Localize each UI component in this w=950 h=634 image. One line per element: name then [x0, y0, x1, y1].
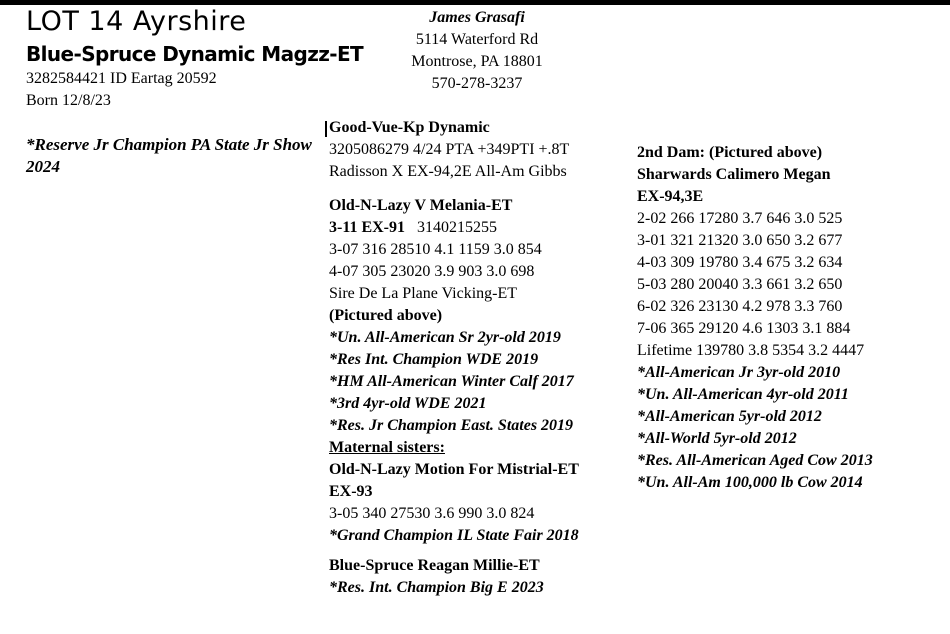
- second-dam-record: 3-01 321 21320 3.0 650 3.2 677: [637, 232, 843, 249]
- second-dam-column: [637, 142, 873, 494]
- dam-record: 3-07 316 28510 4.1 1159 3.0 854: [329, 241, 542, 258]
- dam-award: *3rd 4yr-old WDE 2021: [329, 395, 487, 412]
- dam-award: *Res Int. Champion WDE 2019: [329, 351, 539, 368]
- pedigree-column: [329, 117, 579, 599]
- consignor-name: James Grasafi: [429, 9, 525, 26]
- second-dam-name: Sharwards Calimero Megan: [637, 166, 831, 183]
- second-dam-record: 7-06 365 29120 4.6 1303 3.1 884: [637, 320, 851, 337]
- dam-award: *Un. All-American Sr 2yr-old 2019: [329, 329, 561, 346]
- second-dam-lifetime: Lifetime 139780 3.8 5354 3.2 4447: [637, 342, 865, 359]
- pedigree-divider: [325, 121, 327, 137]
- dam-reg: 3140215255: [417, 219, 497, 236]
- dam-class-line: [329, 217, 579, 239]
- dam-pictured: (Pictured above): [329, 307, 443, 324]
- sire-pedigree: Radisson X EX-94,2E All-Am Gibbs: [329, 163, 567, 180]
- lot-title: LOT 14 Ayrshire: [26, 6, 247, 37]
- second-dam-award: *All-World 5yr-old 2012: [637, 430, 797, 447]
- sister2-award: *Res. Int. Champion Big E 2023: [329, 579, 544, 596]
- second-dam-award: *Un. All-Am 100,000 lb Cow 2014: [637, 474, 863, 491]
- second-dam-record: 4-03 309 19780 3.4 675 3.2 634: [637, 254, 843, 271]
- sister1-class: EX-93: [329, 483, 373, 500]
- second-dam-award: *All-American Jr 3yr-old 2010: [637, 364, 841, 381]
- dam-name: Old-N-Lazy V Melania-ET: [329, 197, 513, 214]
- sister2-name: Blue-Spruce Reagan Millie-ET: [329, 557, 540, 574]
- second-dam-heading: 2nd Dam: (Pictured above): [637, 144, 823, 161]
- birth-date: Born 12/8/23: [26, 92, 111, 109]
- dam-record: 4-07 305 23020 3.9 903 3.0 698: [329, 263, 535, 280]
- consignor-phone: 570-278-3237: [431, 75, 523, 92]
- consignor-block: [402, 7, 552, 95]
- second-dam-class: EX-94,3E: [637, 188, 704, 205]
- dam-award: *Res. Jr Champion East. States 2019: [329, 417, 574, 434]
- consignor-city: Montrose, PA 18801: [411, 53, 543, 70]
- dam-award: *HM All-American Winter Calf 2017: [329, 373, 574, 390]
- sire-info: 3205086279 4/24 PTA +349PTI +.8T: [329, 141, 570, 158]
- second-dam-record: 6-02 326 23130 4.2 978 3.3 760: [637, 298, 843, 315]
- sire-name: Good-Vue-Kp Dynamic: [329, 119, 490, 136]
- animal-name: Blue-Spruce Dynamic Magzz-ET: [26, 42, 364, 66]
- lot-award: *Reserve Jr Champion PA State Jr Show 2024: [26, 135, 312, 176]
- sister1-record: 3-05 340 27530 3.6 990 3.0 824: [329, 505, 535, 522]
- second-dam-record: 2-02 266 17280 3.7 646 3.0 525: [637, 210, 843, 227]
- dam-class: 3-11 EX-91: [329, 219, 405, 236]
- maternal-sisters-heading: Maternal sisters:: [329, 439, 445, 456]
- second-dam-award: *Res. All-American Aged Cow 2013: [637, 452, 873, 469]
- dam-sire: Sire De La Plane Vicking-ET: [329, 285, 518, 302]
- sister1-award: *Grand Champion IL State Fair 2018: [329, 527, 579, 544]
- second-dam-award: *All-American 5yr-old 2012: [637, 408, 822, 425]
- sister1-name: Old-N-Lazy Motion For Mistrial-ET: [329, 461, 579, 478]
- registration-id: 3282584421 ID Eartag 20592: [26, 70, 217, 87]
- second-dam-award: *Un. All-American 4yr-old 2011: [637, 386, 849, 403]
- second-dam-record: 5-03 280 20040 3.3 661 3.2 650: [637, 276, 843, 293]
- consignor-address: 5114 Waterford Rd: [415, 31, 539, 48]
